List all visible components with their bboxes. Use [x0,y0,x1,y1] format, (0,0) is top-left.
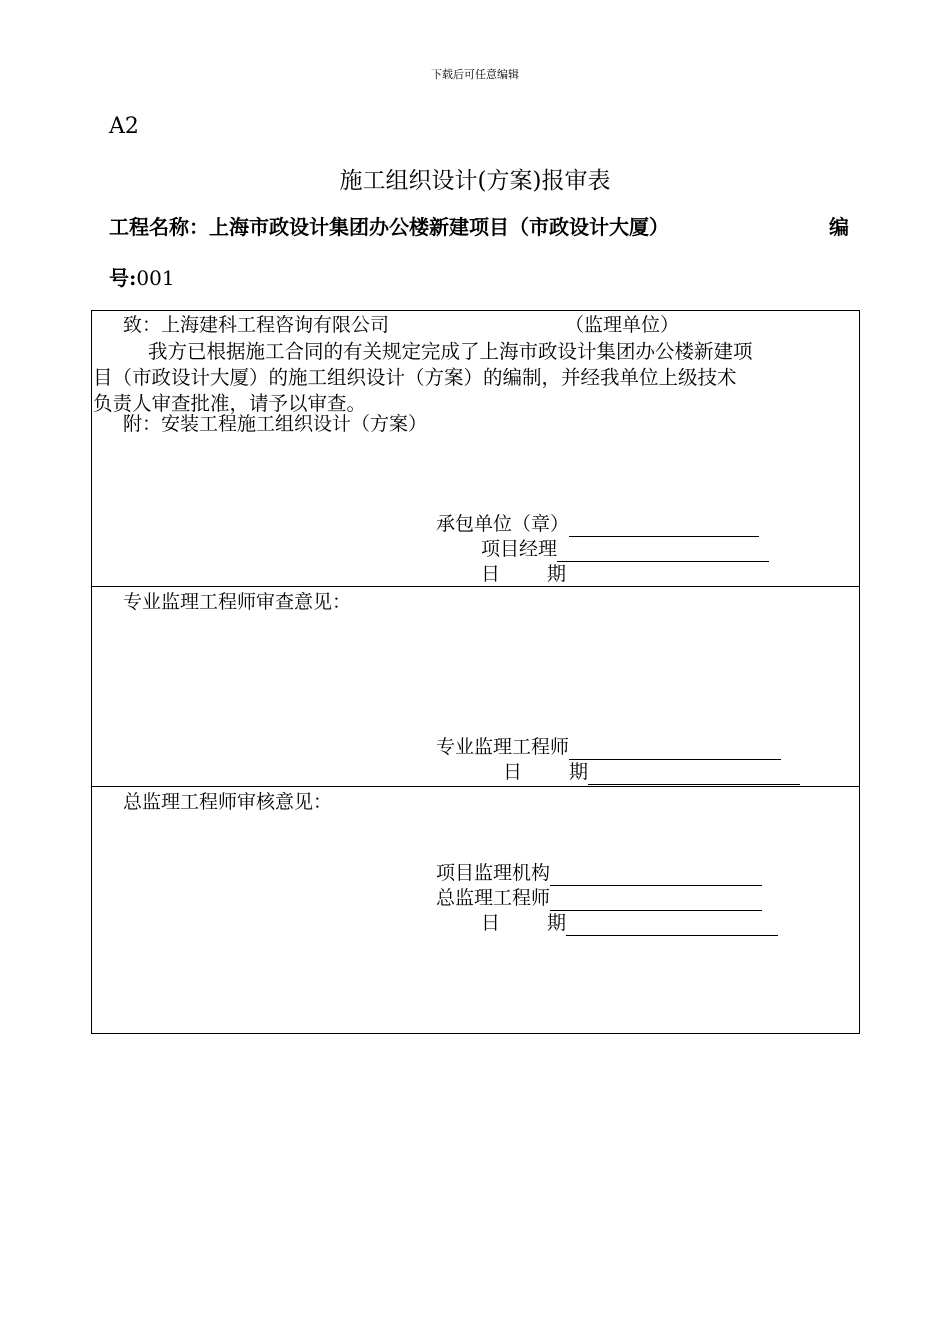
manager-label: 项目经理 [481,538,558,560]
to-label: 致： [123,314,162,336]
date-label-b: 期 [569,761,589,783]
org-signature-line[interactable] [550,865,762,886]
submission-body [92,339,854,417]
body-line: 我方已根据施工合同的有关规定完成了上海市政设计集团办公楼新建项 [148,340,753,363]
to-line [123,313,389,338]
body-line: 负责人审查批准，请予以审查。 [93,392,367,415]
date-label-b: 期 [547,563,567,585]
engineer-review-heading: 专业监理工程师审查意见： [123,591,352,613]
engineer-label: 专业监理工程师 [436,736,570,758]
date-row-3 [481,911,778,936]
org-signature-row [436,861,762,886]
to-value: 上海建科工程咨询有限公司 [161,314,390,336]
number-line [109,262,175,291]
project-label: 工程名称： [109,215,209,239]
attachment-line: 附：安装工程施工组织设计（方案） [123,413,428,435]
number-value: 001 [136,266,175,290]
manager-signature-row [481,537,769,562]
page-title: 施工组织设计(方案)报审表 [339,168,611,194]
date-label-b: 期 [547,912,567,934]
engineer-signature-line[interactable] [569,739,781,760]
date-label-a: 日 [481,563,501,585]
review-form-table [91,310,860,1034]
chief-review-heading: 总监理工程师审核意见： [123,791,333,813]
project-name-group [109,211,669,240]
to-role: （监理单位） [565,314,680,336]
submission-section [92,311,859,587]
engineer-review-section [92,586,859,787]
chief-review-section [92,786,859,1033]
number-label-part2: 号: [109,266,137,290]
project-name: 上海市政设计集团办公楼新建项目（市政设计大厦） [209,215,669,239]
contractor-label: 承包单位（章） [436,513,570,535]
date-row-1 [481,562,778,587]
engineer-signature-row [436,735,781,760]
chief-signature-row [436,886,762,911]
date-label-a: 日 [503,761,523,783]
number-label-part1: 编 [829,215,849,239]
contractor-signature-line[interactable] [569,516,759,537]
date-label-a: 日 [481,912,501,934]
chief-label: 总监理工程师 [436,887,551,909]
org-label: 项目监理机构 [436,862,551,884]
manager-signature-line[interactable] [557,541,769,562]
chief-signature-line[interactable] [550,890,762,911]
date-line-2[interactable] [588,764,800,785]
date-row-2 [503,760,800,785]
project-line [109,211,849,240]
date-line-1[interactable] [566,566,778,587]
form-code: A2 [109,114,139,139]
contractor-signature-row [436,512,759,537]
body-line: 目（市政设计大厦）的施工组织设计（方案）的编制，并经我单位上级技术 [93,366,737,389]
date-line-3[interactable] [566,915,778,936]
header-note: 下载后可任意编辑 [431,68,519,81]
